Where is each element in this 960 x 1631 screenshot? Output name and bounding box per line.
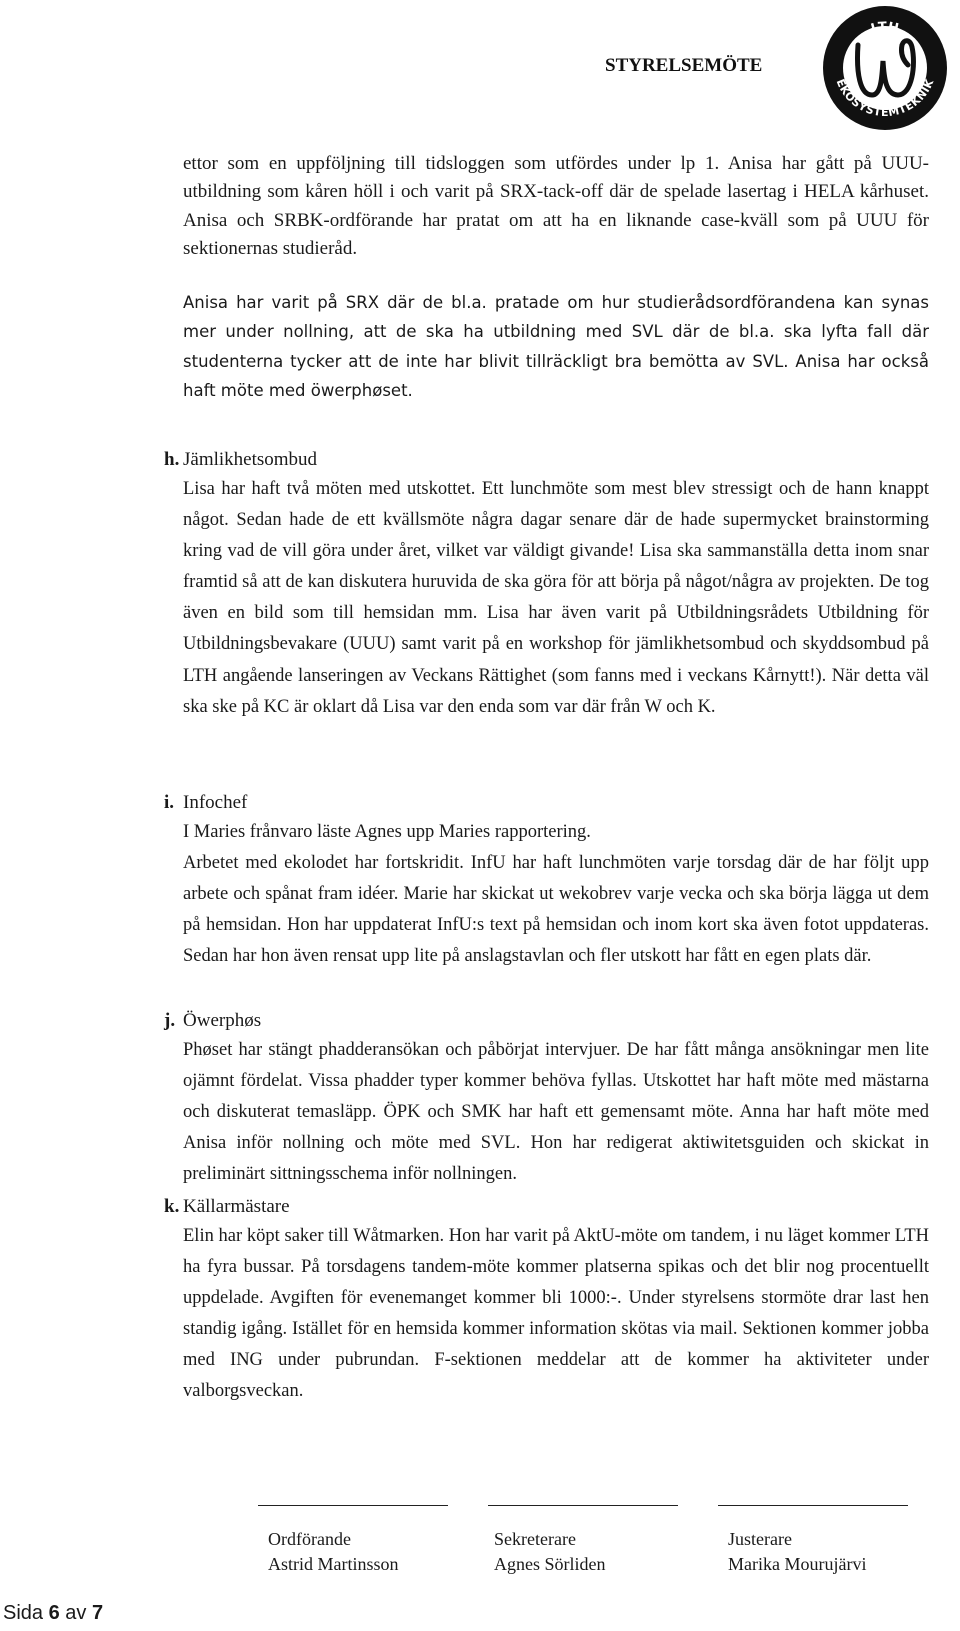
signature-line [258, 1505, 448, 1506]
signature-name: Astrid Martinsson [268, 1554, 399, 1574]
signature-role: Justerare [728, 1529, 792, 1549]
section-letter: j. [164, 1010, 176, 1031]
signature-role: Sekreterare [494, 1529, 576, 1549]
document-title: STYRELSEMÖTE [605, 55, 763, 76]
signature-name: Marika Mourujärvi [728, 1554, 867, 1574]
page-number [3, 1602, 103, 1625]
page-of-label: av [65, 1602, 87, 1624]
section-heading: Jämlikhetsombud [183, 449, 318, 470]
section-heading: Infochef [183, 792, 248, 813]
signature-line [488, 1505, 678, 1506]
logo-text-top: LTH [869, 19, 900, 37]
signature-line [718, 1505, 908, 1506]
section-body: I Maries frånvaro läste Agnes upp Maries rapportering. [183, 822, 591, 842]
section-body: Lisa har haft två möten med utskottet. Ett lunchmöte som mest blev stressigt och de hann knappt något. Sedan hade de ett kvällsmöte några dagar senare där de hade supermycket brainstorming kring vad de vill göra under året, vilket var väldigt givande! Lisa ska sammanställa detta inom snar framtid så att de kan diskutera huruvida de ska göra för att börja på något/några av projekten. De tog även en bild som till hemsidan mm. Lisa har även varit på Utbildningsrådets Utbildning för Utbildningsbevakare (UUU) samt varit på en workshop för jämlikhetsombud och skyddsombud på LTH angående lanseringen av Veckans Rättighet (som fanns med i veckans Kårnytt!). När detta väl ska ske på KC är oklart då Lisa var den enda som var där från W och K. [183, 479, 929, 717]
signature-name: Agnes Sörliden [494, 1554, 606, 1574]
signature-role: Ordförande [268, 1529, 351, 1549]
section-letter: k. [164, 1196, 180, 1217]
anisa-paragraph: Anisa har varit på SRX där de bl.a. pratade om hur studierådsordförandena kan synas mer under nollning, att de ska ha utbildning med SVL där de bl.a. ska lyfta fall där studenterna tycker att de inte har blivit tillräckligt bra bemötta av SVL. Anisa har också haft möte med öwerphøset. [183, 293, 929, 400]
current-page: 6 [48, 1602, 60, 1624]
section-letter: h. [164, 449, 180, 470]
page-label: Sida [3, 1602, 44, 1624]
section-body: Elin har köpt saker till Wåtmarken. Hon har varit på AktU-möte om tandem, i nu läget kommer LTH ha fyra bussar. På torsdagens tandem-möte kommer platserna spikas och det blir nog procentuellt uppdelade. Avgiften för evenemanget kommer bli 1000:-. Under styrelsens stormöte drar last hen standig igång. Istället för en hemsida kommer information skötas via mail. Sektionen kommer jobba med ING under pubrundan. F-sektionen meddelar att de kommer ha aktiviteter under valborgsveckan. [183, 1226, 929, 1402]
section-heading: Källarmästare [183, 1196, 290, 1217]
section-letter: i. [164, 792, 175, 813]
intro-paragraph: ettor som en uppföljning till tidsloggen som utfördes under lp 1. Anisa har gått på UUU-utbildning som kåren höll i och varit på SRX-tack-off där de spelade lasertag i HELA kårhuset. Anisa och SRBK-ordförande har pratat om att ha en liknande case-kväll som på UUU för sektionernas studieråd. [183, 153, 929, 260]
logo-text-bottom: EKOSYSTEMTEKNIK [833, 77, 937, 120]
total-pages: 7 [91, 1602, 104, 1624]
svg-text:LTH [869, 20, 900, 37]
section-heading: Öwerphøs [183, 1010, 262, 1031]
section-body: Phøset har stängt phadderansökan och påbörjat intervjuer. De har fått många ansökningar men lite ojämnt fördelat. Vissa phadder typer kommer behöva fyllas. Utskottet har haft möte med mästarna och diskuterat temasläpp. ÖPK och SMK har haft ett gemensamt möte. Anna har haft möte med Anisa inför nollning och möte med SVL. Hon har redigerat aktiwitetsguiden och skickat in preliminärt sittningsschema inför nollningen. [183, 1040, 929, 1185]
lth-ekosystemteknik-logo-icon [820, 3, 950, 133]
section-body: Arbetet med ekolodet har fortskridit. InfU har haft lunchmöten varje torsdag där de har följt upp arbete och spånat fram idéer. Marie har skickat ut wekobrev varje vecka och ska börja lägga ut dem på hemsidan. Hon har uppdaterat InfU:s text på hemsidan och inom kort ska även fotot uppdateras. Sedan har hon även rensat upp lite på anslagstavlan och fler utskott har fått en egen plats där. [183, 853, 929, 967]
